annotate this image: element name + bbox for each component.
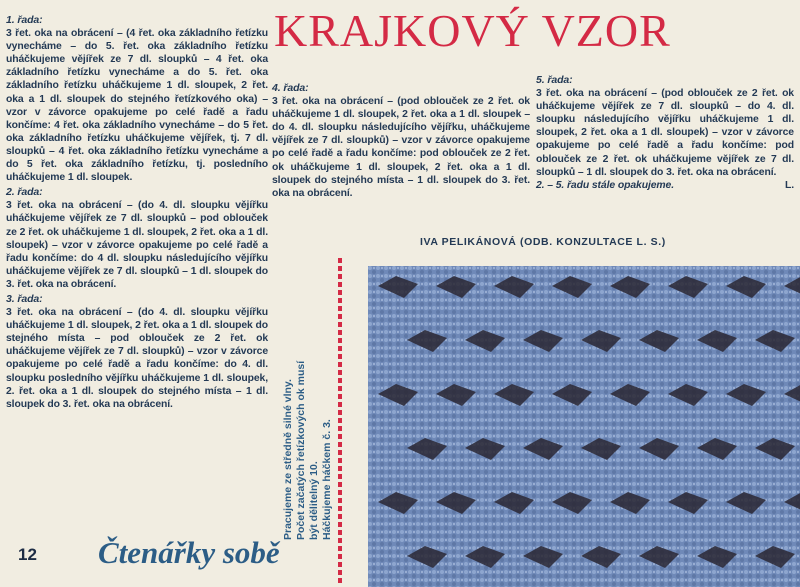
row-2-heading: 2. řada: bbox=[6, 186, 43, 199]
sidebar-note-line: být dělitelný 10. bbox=[308, 461, 320, 540]
signature-initial: L. bbox=[784, 179, 794, 191]
instructions-column-1 bbox=[6, 12, 268, 411]
section-title: Čtenářky sobě bbox=[98, 535, 280, 570]
row-4-heading: 4. řada: bbox=[272, 82, 309, 94]
row-3-heading: 3. řada: bbox=[6, 292, 43, 305]
page-title: KRAJKOVÝ VZOR bbox=[274, 5, 671, 56]
sidebar-note-line: Počet začatých řetízkových ok musí bbox=[295, 360, 307, 540]
crochet-swatch-photo bbox=[368, 266, 800, 587]
instructions-column-3 bbox=[536, 72, 794, 192]
row-4-text: 3 řet. oka na obrácení – (pod oblouček ze 2 řet. ok uháčkujeme 1 dl. sloupek, 2 řet. oka a 1 dl. sloupek – do 4. dl. sloupku následujícího vějířku, uháčkujeme vějířek ze 7 dl. sloupků) – vzor v závorce opakujeme po celé řadě a řadu končíme: pod oblouček ze 2 řet. ok uháčkujeme 1 dl. sloupek, 2 řet. oka a 1 dl. sloupek do stejného místa – 1 dl. sloupek do 3. řet. oka na obrácení. bbox=[272, 96, 530, 199]
sidebar-note-line: Pracujeme ze středně silné vlny. bbox=[282, 379, 294, 540]
row-1-text: 3 řet. oka na obrácení – (4 řet. oka základního řetízku vynecháme – do 5. řet. oka základního řetízku uháčkujeme vějířek ze 7 dl. sloupků – 4 řet. oka základního řetízku vynecháme a do 5. řet. oka základního řetízku uháčkujeme 1 dl. sloupek, 2 řet. oka a 1 dl. sloupek do stejného řetízkového oka) – vzor v závorce opakujeme po celé řadě a řadu končíme: 4 řet. oka základního vynecháme – do 5 řet. oka základního řetízku uháčkujeme vějířek, tj. 7 dl. sloupků – 4 řet. oka základního řetízku vynecháme a do 5 řet. oka základního řetízku, tj. posledního uháčkujeme 1 dl. sloupek. bbox=[6, 28, 268, 184]
sidebar-note-line: Háčkujeme háčkem č. 3. bbox=[321, 419, 333, 540]
row-5-heading: 5. řada: bbox=[536, 74, 573, 86]
sidebar-note bbox=[282, 240, 334, 540]
repeat-line bbox=[536, 179, 794, 192]
decorative-dotted-rule bbox=[338, 258, 342, 586]
row-2-text: 3 řet. oka na obrácení – (do 4. dl. sloupku vějířku uháčkujeme vějířek ze 7 dl. sloupků – pod oblouček ze 2 řet. ok uháčkujeme 1 dl. sloupek, 2 řet. oka a 1 dl. sloupek) – vzor v závorce opakujeme po celé řadě a řadu končíme: do 4 dl. sloupku následujícího vějířku uháčkujeme vějířek ze 7 dl. sloupků – 1 dl. sloupek do 3. řet. oka na obrácení. bbox=[6, 200, 268, 290]
repeat-instruction: 2. – 5. řadu stále opakujeme. bbox=[536, 179, 675, 191]
page-number: 12 bbox=[18, 545, 37, 564]
author-credit: IVA PELIKÁNOVÁ (ODB. KONZULTACE L. S.) bbox=[420, 236, 666, 248]
instructions-column-2 bbox=[272, 80, 530, 200]
row-3-text: 3 řet. oka na obrácení – (do 4. dl. sloupku vějířku uháčkujeme 1 dl. sloupek, 2 řet. oka a 1 dl. sloupek do stejného místa – pod oblouček ze 2 řet. ok uháčkujeme vějířek ze 7 dl. sloupků) – vzor v závorce opakujeme po celé řadě a řadu končíme: do 4. dl. sloupku posledního vějířku uháčkujeme 1 dl. sloupek, 2. řet. oka a 1 dl. sloupek do stejného místa – 1 dl. sloupek do 3. řet. oka na obrácení. bbox=[6, 307, 268, 410]
row-5-text: 3 řet. oka na obrácení – (pod oblouček ze 2 řet. ok uháčkujeme vějířek ze 7 dl. sloupků – do 4. dl. sloupku následujícího vějířku uháčkujeme 1 dl. sloupek, 2 řet. oka a 1 dl. sloupek) – vzor v závorce opakujeme po celé řadě a řadu končíme: pod oblouček ze 2 řet. ok uháčkujeme vějířek ze 7 dl. sloupků – 1 dl. sloupek do 3. řet. oka na obrácení. bbox=[536, 88, 794, 178]
row-1-heading: 1. řada: bbox=[6, 14, 43, 26]
